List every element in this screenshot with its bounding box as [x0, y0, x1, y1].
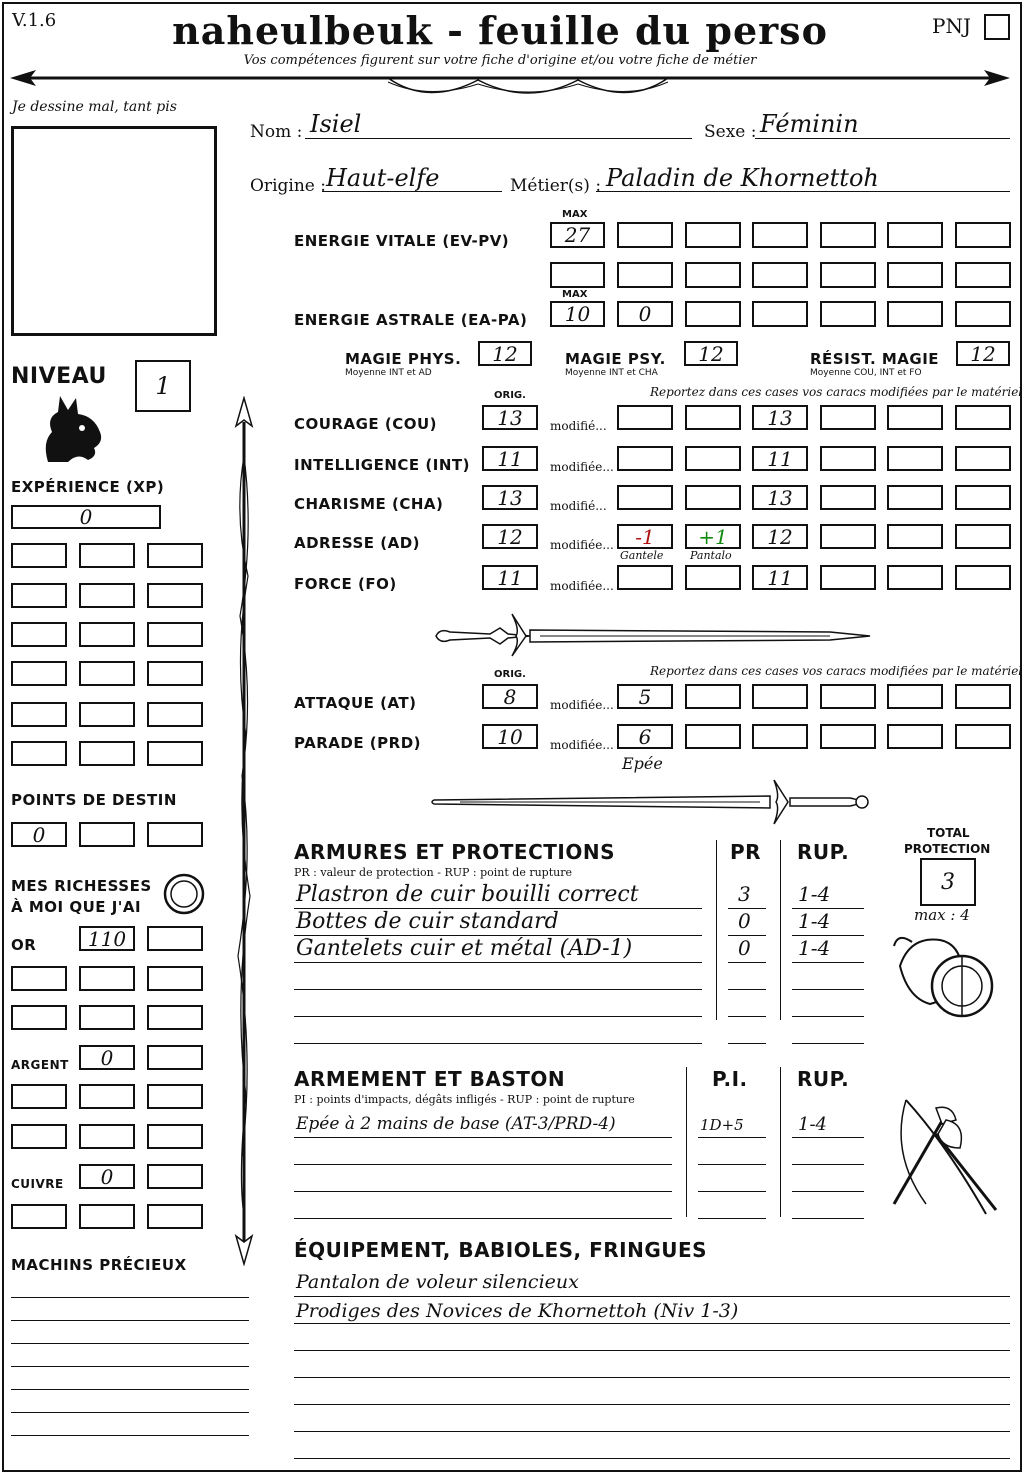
- nom-value[interactable]: Isiel: [310, 110, 362, 138]
- combat-mod-label: modifiée...: [550, 738, 614, 752]
- armor-item-rup[interactable]: 1-4: [798, 936, 831, 960]
- stat-mod-box[interactable]: [887, 405, 943, 430]
- or-box[interactable]: [11, 966, 67, 991]
- ev-box[interactable]: [617, 262, 673, 288]
- stat-mod-box[interactable]: [887, 485, 943, 510]
- armor-item-name[interactable]: Gantelets cuir et métal (AD-1): [296, 936, 633, 961]
- stat-orig-box[interactable]: 11: [482, 446, 538, 471]
- xp-grid-box[interactable]: [147, 543, 203, 568]
- combat-mod-box[interactable]: [887, 684, 943, 709]
- stat-mod-box[interactable]: [887, 565, 943, 590]
- weapon-rup-line: [792, 1137, 864, 1138]
- ad-note-gantelet: Gantele: [620, 549, 664, 562]
- weapon-line: [294, 1164, 672, 1165]
- armor-line: [294, 962, 702, 963]
- armor-item-pr[interactable]: 0: [738, 936, 751, 960]
- stat-mod-box[interactable]: [887, 524, 943, 549]
- stat-orig-box[interactable]: 13: [482, 405, 538, 430]
- weapon-rup-line: [792, 1164, 864, 1165]
- armor-item-name[interactable]: Plastron de cuir bouilli correct: [296, 882, 639, 907]
- xp-grid-box[interactable]: [79, 661, 135, 686]
- stat-mod-box[interactable]: [820, 524, 876, 549]
- xp-grid-box[interactable]: [147, 741, 203, 766]
- stat-mod-box[interactable]: [617, 565, 673, 590]
- weapon-rup-line: [792, 1218, 864, 1219]
- xp-grid-box[interactable]: [147, 702, 203, 727]
- weapon-item-rup[interactable]: 1-4: [798, 1114, 827, 1135]
- portrait-box[interactable]: [11, 126, 217, 336]
- cuivre-box[interactable]: [147, 1164, 203, 1189]
- ev-max-box[interactable]: 27: [550, 222, 605, 248]
- stat-mod-label: modifié...: [550, 419, 607, 433]
- metier-value[interactable]: Paladin de Khornettoh: [606, 164, 879, 192]
- stat-mod-box[interactable]: +1: [685, 524, 741, 549]
- destin-box[interactable]: [147, 822, 203, 847]
- nom-label: Nom :: [250, 122, 303, 142]
- armor-item-name[interactable]: Bottes de cuir standard: [296, 909, 559, 934]
- stat-label: FORCE (FO): [294, 575, 397, 593]
- argent-label: ARGENT: [11, 1058, 69, 1072]
- page-subtitle: Vos compétences figurent sur votre fiche d'origine et/ou votre fiche de métier: [243, 53, 757, 68]
- stat-mod-box[interactable]: [820, 485, 876, 510]
- metier-label: Métier(s) :: [510, 176, 602, 196]
- weapons-title: ARMEMENT ET BASTON: [294, 1067, 566, 1091]
- resist-magie-box[interactable]: 12: [956, 341, 1010, 366]
- ev-box[interactable]: [887, 262, 943, 288]
- armor-item-pr[interactable]: 3: [738, 882, 751, 906]
- machins-label: MACHINS PRÉCIEUX: [11, 1256, 187, 1274]
- magie-phys-box[interactable]: 12: [478, 341, 532, 366]
- stat-mod-box[interactable]: [820, 446, 876, 471]
- weapon-note: Epée: [622, 754, 663, 773]
- magie-psy-box[interactable]: 12: [684, 341, 738, 366]
- ev-box[interactable]: [955, 222, 1011, 248]
- richesses-label-2: À MOI QUE J'AI: [11, 898, 142, 916]
- stat-mod-box[interactable]: [617, 485, 673, 510]
- equipment-item[interactable]: Pantalon de voleur silencieux: [296, 1271, 579, 1293]
- sword-icon: [430, 610, 875, 658]
- ev-box[interactable]: [752, 262, 808, 288]
- stat-label: INTELLIGENCE (INT): [294, 456, 470, 474]
- report-note: Reportez dans ces cases vos caracs modifiées par le matériel: [650, 385, 1023, 399]
- cuivre-label: CUIVRE: [11, 1177, 64, 1191]
- magie-psy-sub: Moyenne INT et CHA: [565, 368, 658, 378]
- magie-phys-label: MAGIE PHYS.: [345, 350, 462, 368]
- xp-grid-box[interactable]: [11, 661, 67, 686]
- max-protection-note: max : 4: [914, 906, 970, 924]
- stat-mod-box[interactable]: 13: [752, 405, 808, 430]
- magie-psy-label: MAGIE PSY.: [565, 350, 666, 368]
- ev-box[interactable]: [685, 262, 741, 288]
- weapons-pi-header: P.I.: [712, 1067, 748, 1091]
- weapon-line: [294, 1137, 672, 1138]
- weapon-pi-line: [698, 1137, 766, 1138]
- niveau-box[interactable]: 1: [135, 360, 191, 412]
- armor-rup-line: [792, 962, 864, 963]
- argent-box[interactable]: [11, 1124, 67, 1149]
- armor-rup-header: RUP.: [797, 840, 850, 864]
- armor-pr-line: [728, 1016, 766, 1017]
- sword-icon: [430, 776, 875, 828]
- ev-box[interactable]: [550, 262, 605, 288]
- cuivre-box[interactable]: 0: [79, 1164, 135, 1189]
- combat-mod-box[interactable]: [752, 724, 808, 749]
- or-box[interactable]: 110: [79, 926, 135, 951]
- weapons-crossed-icon: [886, 1094, 1006, 1218]
- resist-magie-label: RÉSIST. MAGIE: [810, 350, 940, 368]
- argent-box[interactable]: [11, 1084, 67, 1109]
- cuivre-box[interactable]: [11, 1204, 67, 1229]
- destin-label: POINTS DE DESTIN: [11, 791, 177, 809]
- xp-grid-box[interactable]: [79, 583, 135, 608]
- combat-mod-box[interactable]: 6: [617, 724, 673, 749]
- combat-mod-box[interactable]: [955, 684, 1011, 709]
- orig-label: ORIG.: [494, 390, 526, 401]
- stat-mod-box[interactable]: -1: [617, 524, 673, 549]
- armor-rup-line: [792, 1043, 864, 1044]
- stat-mod-box[interactable]: [955, 565, 1011, 590]
- equipment-title: ÉQUIPEMENT, BABIOLES, FRINGUES: [294, 1238, 708, 1262]
- argent-box[interactable]: [147, 1045, 203, 1070]
- combat-mod-box[interactable]: [820, 724, 876, 749]
- combat-mod-box[interactable]: [685, 724, 741, 749]
- helmet-shield-icon: [890, 926, 1000, 1026]
- weapon-pi-line: [698, 1218, 766, 1219]
- ev-max-label: MAX: [562, 209, 588, 220]
- or-box[interactable]: [147, 1005, 203, 1030]
- combat-mod-box[interactable]: [685, 684, 741, 709]
- xp-box[interactable]: 0: [11, 505, 161, 529]
- stat-mod-label: modifiée...: [550, 538, 614, 552]
- xp-grid-box[interactable]: [11, 702, 67, 727]
- armor-pr-line: [728, 1043, 766, 1044]
- stat-mod-box[interactable]: [685, 405, 741, 430]
- xp-label: EXPÉRIENCE (XP): [11, 478, 165, 496]
- ev-label: ENERGIE VITALE (EV-PV): [294, 232, 510, 250]
- dragon-head-icon: [38, 392, 106, 466]
- ev-box[interactable]: [685, 222, 741, 248]
- armor-pr-header: PR: [730, 840, 762, 864]
- argent-box[interactable]: [147, 1084, 203, 1109]
- stat-mod-box[interactable]: [955, 446, 1011, 471]
- xp-grid-box[interactable]: [147, 661, 203, 686]
- weapons-rup-header: RUP.: [797, 1067, 850, 1091]
- or-box[interactable]: [79, 966, 135, 991]
- xp-grid-box[interactable]: [11, 622, 67, 647]
- combat-label: PARADE (PRD): [294, 734, 422, 752]
- xp-grid-box[interactable]: [11, 583, 67, 608]
- xp-grid-box[interactable]: [147, 583, 203, 608]
- stat-mod-box[interactable]: [955, 524, 1011, 549]
- combat-orig-box[interactable]: 10: [482, 724, 538, 749]
- argent-box[interactable]: 0: [79, 1045, 135, 1070]
- stat-mod-box[interactable]: 13: [752, 485, 808, 510]
- stat-mod-box[interactable]: [685, 446, 741, 471]
- stat-mod-box[interactable]: 11: [752, 565, 808, 590]
- armor-item-rup[interactable]: 1-4: [798, 909, 831, 933]
- ev-box[interactable]: [955, 262, 1011, 288]
- richesses-label: MES RICHESSES: [11, 877, 152, 895]
- armor-rup-line: [792, 1016, 864, 1017]
- ev-box[interactable]: [820, 262, 876, 288]
- xp-grid-box[interactable]: [79, 741, 135, 766]
- protection-label: PROTECTION: [904, 842, 991, 856]
- stat-mod-box[interactable]: [685, 565, 741, 590]
- total-label: TOTAL: [927, 826, 970, 840]
- origine-label: Origine :: [250, 176, 326, 196]
- stat-mod-box[interactable]: [685, 485, 741, 510]
- sexe-label: Sexe :: [704, 122, 757, 142]
- stat-mod-box[interactable]: [955, 405, 1011, 430]
- combat-orig-box[interactable]: 8: [482, 684, 538, 709]
- total-protection-box[interactable]: 3: [920, 858, 976, 906]
- coin-icon: [162, 872, 206, 916]
- ea-box[interactable]: [685, 301, 741, 327]
- ea-label: ENERGIE ASTRALE (EA-PA): [294, 311, 528, 329]
- stat-mod-box[interactable]: [820, 565, 876, 590]
- weapon-line: [294, 1191, 672, 1192]
- or-box[interactable]: [147, 966, 203, 991]
- combat-mod-box[interactable]: [887, 724, 943, 749]
- weapon-line: [294, 1218, 672, 1219]
- armor-title: ARMURES ET PROTECTIONS: [294, 840, 615, 864]
- pnj-checkbox[interactable]: [984, 14, 1010, 40]
- stat-orig-box[interactable]: 11: [482, 565, 538, 590]
- combat-mod-box[interactable]: [955, 724, 1011, 749]
- combat-mod-label: modifiée...: [550, 698, 614, 712]
- origine-value[interactable]: Haut-elfe: [326, 164, 440, 192]
- ea-max-box[interactable]: 10: [550, 301, 605, 327]
- stat-mod-box[interactable]: 11: [752, 446, 808, 471]
- magie-phys-sub: Moyenne INT et AD: [345, 368, 432, 378]
- stat-mod-box[interactable]: 12: [752, 524, 808, 549]
- armor-item-pr[interactable]: 0: [738, 909, 751, 933]
- stat-mod-box[interactable]: [820, 405, 876, 430]
- orig-label-combat: ORIG.: [494, 669, 526, 680]
- stat-mod-box[interactable]: [887, 446, 943, 471]
- combat-mod-box[interactable]: [820, 684, 876, 709]
- weapon-item-pi[interactable]: 1D+5: [700, 1116, 744, 1134]
- stat-mod-label: modifiée...: [550, 579, 614, 593]
- ea-box[interactable]: [955, 301, 1011, 327]
- weapon-pi-line: [698, 1164, 766, 1165]
- stat-label: COURAGE (COU): [294, 415, 438, 433]
- or-box[interactable]: [79, 1005, 135, 1030]
- armor-rup-line: [792, 989, 864, 990]
- cuivre-box[interactable]: [79, 1204, 135, 1229]
- ea-box[interactable]: [752, 301, 808, 327]
- armor-line: [294, 1043, 702, 1044]
- ea-box[interactable]: [887, 301, 943, 327]
- cuivre-box[interactable]: [147, 1204, 203, 1229]
- report-note-combat: Reportez dans ces cases vos caracs modifiées par le matériel: [650, 664, 1023, 678]
- xp-grid-box[interactable]: [11, 543, 67, 568]
- stat-mod-box[interactable]: [617, 446, 673, 471]
- stat-mod-box[interactable]: [955, 485, 1011, 510]
- destin-box[interactable]: 0: [11, 822, 67, 847]
- or-box[interactable]: [147, 926, 203, 951]
- armor-pr-line: [728, 962, 766, 963]
- weapons-sub: PI : points d'impacts, dégâts infligés - RUP : point de rupture: [294, 1093, 635, 1106]
- ev-box[interactable]: [617, 222, 673, 248]
- argent-box[interactable]: [79, 1084, 135, 1109]
- stat-mod-box[interactable]: [617, 405, 673, 430]
- sexe-value[interactable]: Féminin: [760, 110, 859, 138]
- ea-max-label: MAX: [562, 289, 588, 300]
- xp-grid-box[interactable]: [79, 702, 135, 727]
- portrait-caption: Je dessine mal, tant pis: [12, 99, 177, 115]
- armor-item-rup[interactable]: 1-4: [798, 882, 831, 906]
- armor-pr-line: [728, 989, 766, 990]
- stat-orig-box[interactable]: 13: [482, 485, 538, 510]
- xp-grid-box[interactable]: [79, 622, 135, 647]
- destin-box[interactable]: [79, 822, 135, 847]
- ea-current-box[interactable]: 0: [617, 301, 673, 327]
- or-label: OR: [11, 936, 37, 954]
- spear-icon: [226, 396, 262, 1266]
- armor-line: [294, 1016, 702, 1017]
- or-box[interactable]: [11, 1005, 67, 1030]
- ev-box[interactable]: [820, 222, 876, 248]
- combat-mod-box[interactable]: [752, 684, 808, 709]
- combat-label: ATTAQUE (AT): [294, 694, 417, 712]
- xp-grid-box[interactable]: [147, 622, 203, 647]
- stat-label: CHARISME (CHA): [294, 495, 444, 513]
- weapon-rup-line: [792, 1191, 864, 1192]
- pnj-label: PNJ: [932, 14, 971, 38]
- weapon-item-name[interactable]: Epée à 2 mains de base (AT-3/PRD-4): [296, 1114, 616, 1134]
- armor-sub: PR : valeur de protection - RUP : point de rupture: [294, 866, 572, 879]
- ea-box[interactable]: [820, 301, 876, 327]
- version-label: V.1.6: [12, 10, 57, 31]
- argent-box[interactable]: [147, 1124, 203, 1149]
- argent-box[interactable]: [79, 1124, 135, 1149]
- resist-magie-sub: Moyenne COU, INT et FO: [810, 368, 922, 378]
- stat-orig-box[interactable]: 12: [482, 524, 538, 549]
- xp-grid-box[interactable]: [79, 543, 135, 568]
- armor-line: [294, 989, 702, 990]
- ad-note-pantalon: Pantalo: [690, 549, 732, 562]
- ev-box[interactable]: [887, 222, 943, 248]
- combat-mod-box[interactable]: 5: [617, 684, 673, 709]
- ev-box[interactable]: [752, 222, 808, 248]
- page-title: naheulbeuk - feuille du perso: [172, 8, 828, 53]
- stat-mod-label: modifiée...: [550, 460, 614, 474]
- niveau-label: NIVEAU: [11, 364, 107, 389]
- weapon-pi-line: [698, 1191, 766, 1192]
- stat-mod-label: modifié...: [550, 499, 607, 513]
- equipment-item[interactable]: Prodiges des Novices de Khornettoh (Niv 1-3): [296, 1300, 739, 1322]
- stat-label: ADRESSE (AD): [294, 534, 421, 552]
- xp-grid-box[interactable]: [11, 741, 67, 766]
